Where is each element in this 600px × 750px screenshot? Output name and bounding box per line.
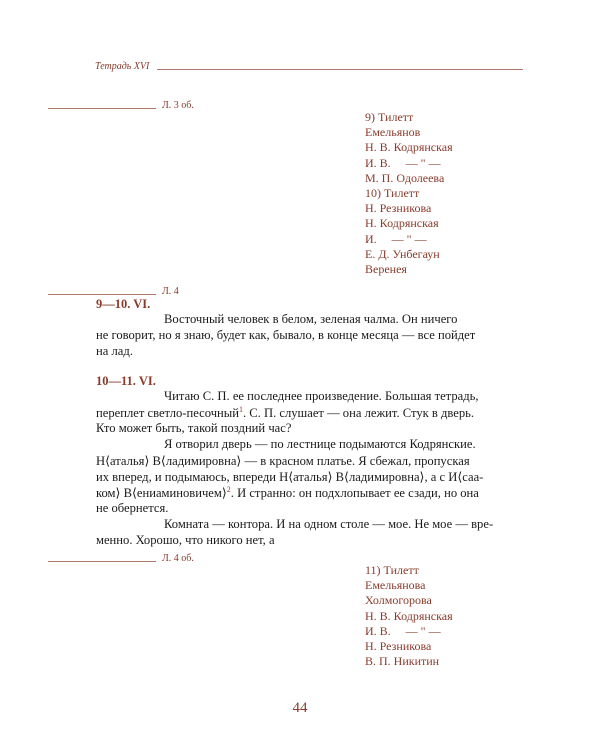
text-line: Н⟨аталья⟩ В⟨ладимировна⟩ — в красном платье. Я сбежал, пропуская (96, 454, 470, 468)
footnote-ref[interactable]: 1 (238, 405, 243, 414)
entry-date: 10—11. VI. (96, 374, 156, 388)
running-header-title: Тетрадь XVI (95, 61, 153, 72)
list-item: Веренея (365, 262, 407, 277)
list-item: Н. В. Кодрянская (365, 608, 453, 623)
list-item: 9) Тилетт (365, 110, 414, 124)
text-line: на лад. (96, 344, 133, 358)
list-item: Н. В. Кодрянская (365, 140, 453, 155)
list-item: М. П. Одолеева (365, 170, 445, 185)
folio-marker (48, 553, 208, 565)
list-item: Емельянов (365, 125, 421, 140)
list-item: В. П. Никитин (365, 654, 440, 669)
folio-rule (48, 294, 156, 295)
text-fragment: переплет светло-песочный (96, 406, 239, 421)
list-item: И. В. — " — (365, 155, 441, 170)
reader-list (365, 563, 453, 669)
text-line: Комната — контора. И на одном столе — мое. Не мое — вре- (164, 517, 494, 531)
folio-label: Л. 3 об. (162, 100, 194, 111)
folio-rule (48, 108, 156, 109)
header-rule (157, 69, 523, 70)
entry-date: 9—10. VI. (96, 297, 151, 311)
list-item: Н. Резникова (365, 201, 432, 216)
folio-label: Л. 4 об. (162, 553, 194, 564)
list-item: 11) Тилетт (365, 563, 419, 577)
running-header (95, 61, 523, 75)
folio-rule (48, 561, 156, 562)
list-item: Н. Резникова (365, 639, 432, 654)
text-fragment: . С. П. слушает — она лежит. Стук в дверь. (242, 406, 475, 421)
text-line: менно. Хорошо, что никого нет, а (96, 533, 275, 547)
list-item: И. — " — (365, 231, 427, 246)
text-line: не говорит, но я знаю, будет как, бывало, в конце месяца — все пойдет (96, 328, 476, 342)
list-item: И. В. — " — (365, 623, 441, 638)
footnote-ref[interactable]: 2 (226, 485, 231, 494)
text-line: не обернется. (96, 501, 169, 515)
page-number: 44 (292, 700, 308, 716)
text-line: Читаю С. П. ее последнее произведение. Большая тетрадь, (164, 389, 479, 403)
reader-list (365, 110, 453, 277)
list-item: Холмогорова (365, 593, 432, 608)
text-line (96, 485, 479, 501)
text-line (96, 405, 474, 421)
text-line: Я отворил дверь — по лестнице подымаются Кодрянские. (164, 437, 476, 451)
text-fragment: . И странно: он подхлопывает ее сзади, но она (230, 486, 479, 501)
list-item: 10) Тилетт (365, 186, 420, 201)
list-item: Н. Кодрянская (365, 216, 439, 231)
folio-label: Л. 4 (162, 286, 179, 297)
text-line: Восточный человек в белом, зеленая чалма. Он ничего (164, 312, 458, 326)
text-fragment: ком⟩ В⟨ениаминовичем⟩ (96, 486, 227, 501)
text-line: их вперед, и подымаюсь, впереди Н⟨аталья⟩ В⟨ладимировна⟩, а с И⟨саа- (96, 470, 484, 484)
text-line: Кто может быть, такой поздний час? (96, 421, 292, 435)
list-item: Емельянова (365, 578, 426, 593)
list-item: Е. Д. Унбегаун (365, 246, 440, 261)
folio-marker (48, 100, 208, 112)
